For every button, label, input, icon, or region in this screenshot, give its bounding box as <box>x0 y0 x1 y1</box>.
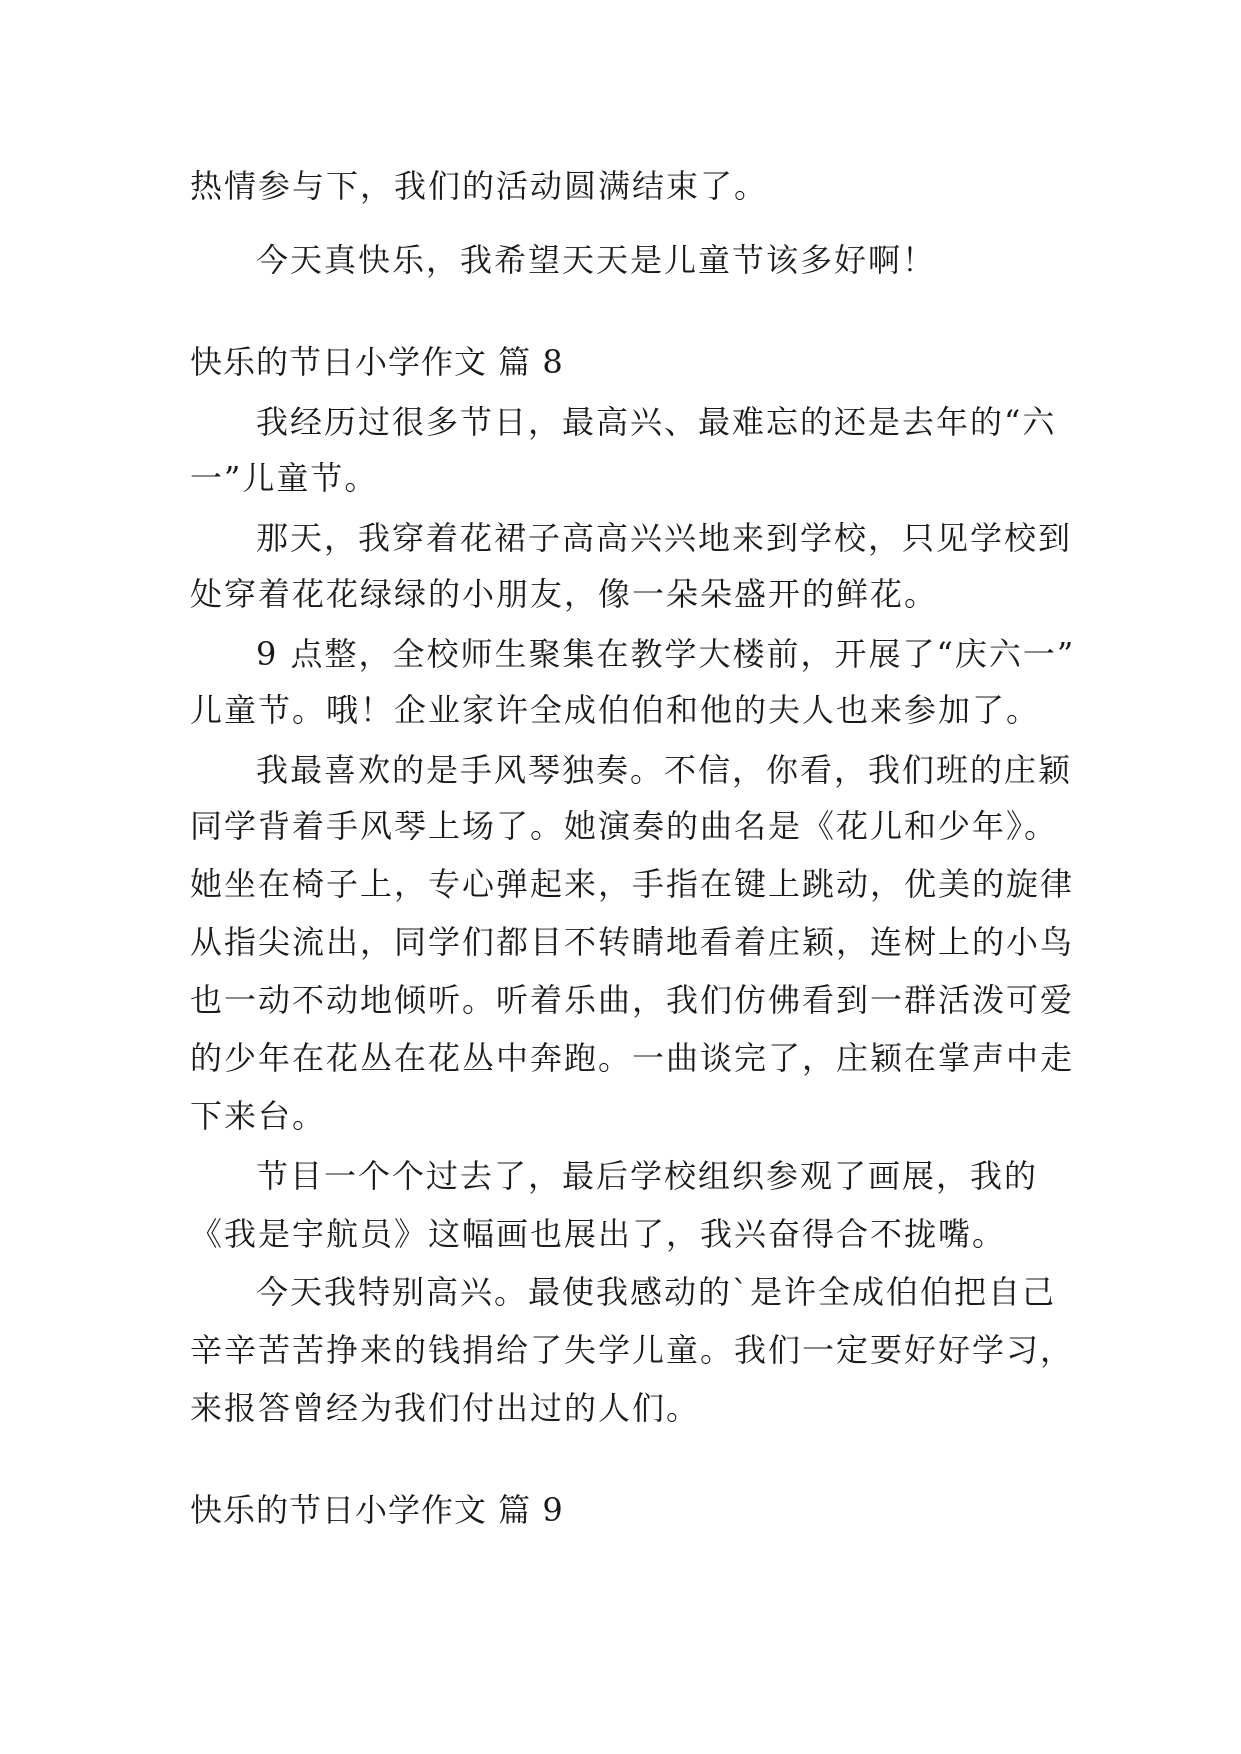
paragraph-line: 今天我特别高兴。最使我感动的`是许全成伯伯把自己 <box>256 1273 1057 1311</box>
paragraph-line: 节目一个个过去了，最后学校组织参观了画展，我的 <box>256 1157 1039 1195</box>
paragraph-line: 9 点整，全校师生聚集在教学大楼前，开展了“庆六一” <box>256 635 1076 673</box>
paragraph-line: 一”儿童节。 <box>190 459 379 497</box>
paragraph-line: 那天，我穿着花裙子高高兴兴地来到学校，只见学校到 <box>256 519 1073 557</box>
section-heading: 快乐的节日小学作文 篇 9 <box>190 1491 564 1529</box>
paragraph-line: 热情参与下，我们的活动圆满结束了。 <box>190 167 769 205</box>
paragraph-line: 她坐在椅子上，专心弹起来，手指在键上跳动，优美的旋律 <box>190 865 1075 903</box>
paragraph-line: 我最喜欢的是手风琴独奏。不信，你看，我们班的庄颖 <box>256 751 1073 789</box>
section-heading: 快乐的节日小学作文 篇 8 <box>190 343 564 381</box>
paragraph-line: 也一动不动地倾听。听着乐曲，我们仿佛看到一群活泼可爱 <box>190 981 1075 1019</box>
paragraph-line: 来报答曾经为我们付出过的人们。 <box>190 1389 701 1427</box>
paragraph-line: 《我是宇航员》这幅画也展出了，我兴奋得合不拢嘴。 <box>190 1215 1007 1253</box>
paragraph-line: 同学背着手风琴上场了。她演奏的曲名是《花儿和少年》。 <box>190 807 1059 845</box>
paragraph-line: 今天真快乐，我希望天天是儿童节该多好啊！ <box>256 241 937 279</box>
paragraph-line: 的少年在花丛在花丛中奔跑。一曲谈完了，庄颖在掌声中走 <box>190 1039 1075 1077</box>
paragraph-line: 儿童节。哦！企业家许全成伯伯和他的夫人也来参加了。 <box>190 691 1041 729</box>
paragraph-line: 辛辛苦苦挣来的钱捐给了失学儿童。我们一定要好好学习， <box>190 1331 1075 1369</box>
paragraph-line: 从指尖流出，同学们都目不转睛地看着庄颖，连树上的小鸟 <box>190 923 1075 961</box>
paragraph-line: 下来台。 <box>190 1097 327 1135</box>
paragraph-line: 处穿着花花绿绿的小朋友，像一朵朵盛开的鲜花。 <box>190 575 939 613</box>
paragraph-line: 我经历过很多节日，最高兴、最难忘的还是去年的“六 <box>256 403 1057 441</box>
